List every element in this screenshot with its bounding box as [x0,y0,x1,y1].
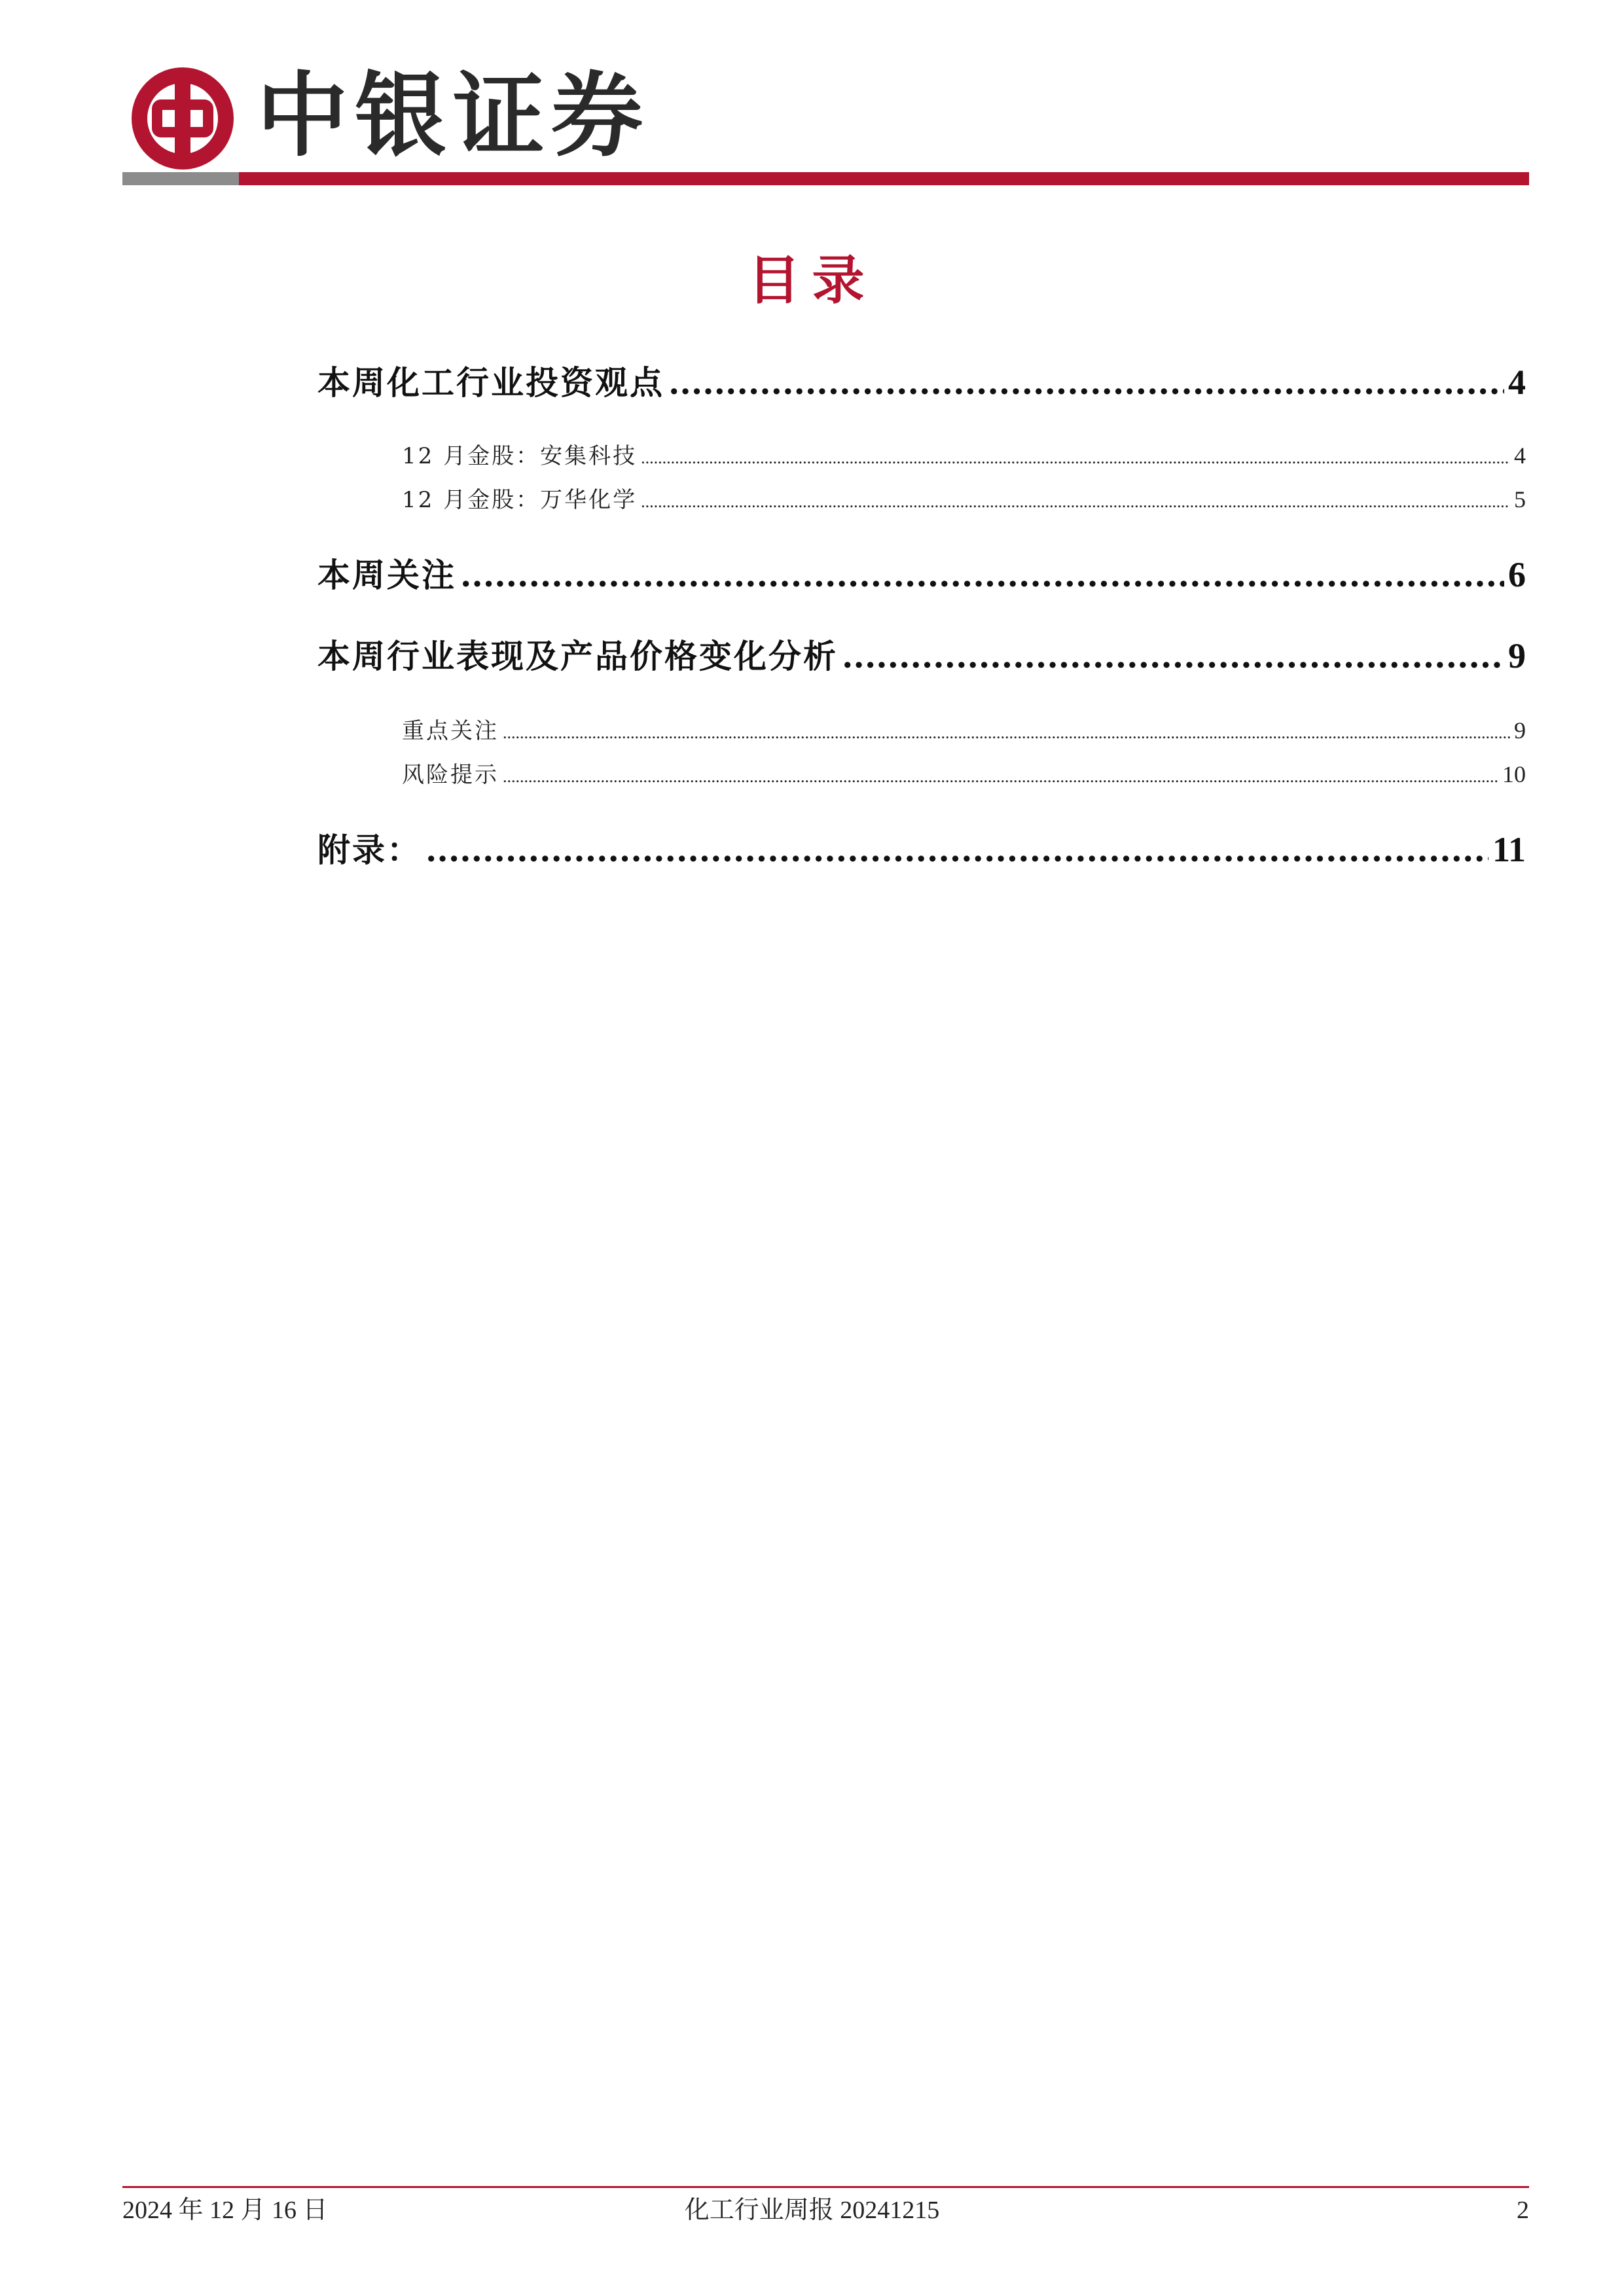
toc-dot-leader [668,362,1504,404]
toc-entry-appendix[interactable] [317,829,1526,870]
toc-dot-leader [425,829,1489,871]
brand-name: 中银证券 [257,62,650,170]
toc-dot-leader [503,718,1510,748]
toc-entry-page: 9 [1514,717,1526,744]
toc-dot-leader [842,636,1504,677]
toc-entry-golden-stock-anji[interactable] [402,440,1526,471]
footer-date: 2024 年 12 月 16 日 [122,2197,328,2224]
toc-entry-label: 风险提示 [402,762,499,788]
toc-entry-page: 4 [1508,363,1526,402]
toc-entry-page: 11 [1492,830,1526,869]
toc-entry-label: 12 月金股：安集科技 [402,443,638,469]
header-rule-red [239,172,1529,185]
toc-entry-label: 重点关注 [402,718,499,744]
toc-entry-page: 5 [1514,486,1526,512]
toc-entry-label: 12 月金股：万华化学 [402,487,638,513]
toc-entry-golden-stock-wanhua[interactable] [402,484,1526,514]
toc-entry-key-focus[interactable] [402,715,1526,745]
toc-entry-label: 本周化工行业投资观点 [317,363,664,402]
toc-entry-page: 9 [1508,636,1526,675]
toc-entry-page: 4 [1514,442,1526,469]
footer-report-name: 化工行业周报 20241215 [684,2197,940,2224]
toc-dot-leader [641,443,1510,473]
bank-of-china-logo-icon [131,67,234,170]
toc-entry-page: 10 [1502,761,1526,787]
toc-dot-leader [641,487,1510,517]
toc-title: 目录 [748,249,876,311]
toc-entry-industry-investment-view[interactable] [317,361,1526,403]
toc-entry-risk-warning[interactable] [402,759,1526,789]
toc-dot-leader [460,554,1504,596]
toc-entry-label: 本周关注 [317,556,456,594]
toc-entry-weekly-focus[interactable] [317,554,1526,596]
footer-rule [122,2186,1529,2188]
toc-entry-label: 附录： [317,831,422,869]
toc-dot-leader [503,762,1498,792]
toc-entry-industry-performance[interactable] [317,635,1526,677]
toc-entry-page: 6 [1508,555,1526,594]
header-rule-grey [122,172,239,185]
toc-entry-label: 本周行业表现及产品价格变化分析 [317,637,838,675]
footer-page-number: 2 [1517,2197,1529,2224]
